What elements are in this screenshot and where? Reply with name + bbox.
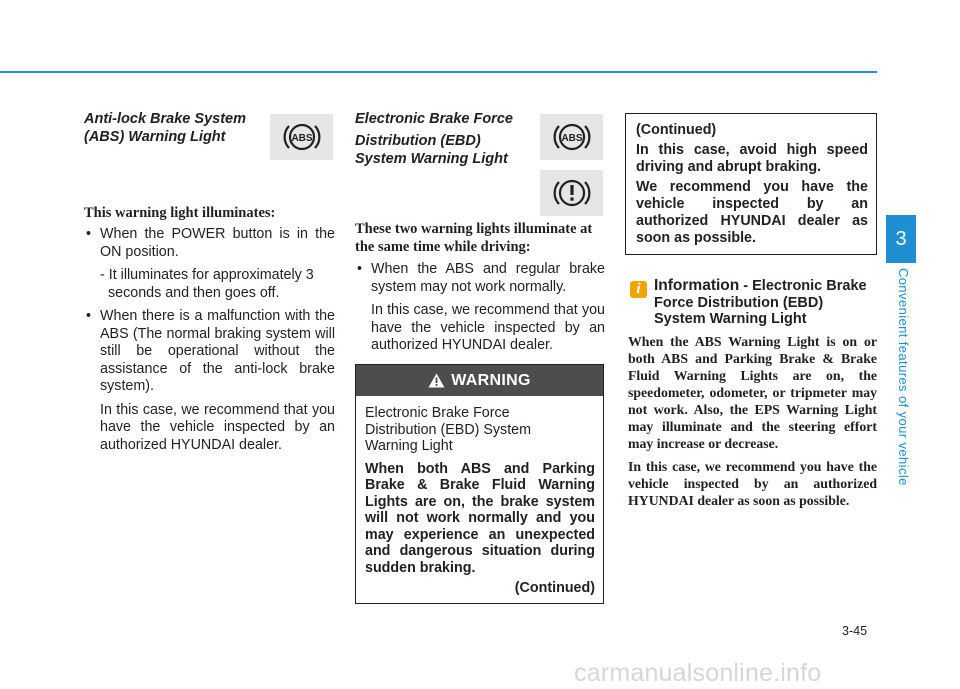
warning-box xyxy=(355,364,604,604)
info-paragraph: In this case, we recommend you have the vehicle inspected by an authorized HYUNDAI dealer as soon as possible. xyxy=(628,459,877,508)
warning-label: WARNING xyxy=(451,371,531,389)
section-heading: This warning light illuminates: xyxy=(84,205,276,221)
chapter-tab: 3 xyxy=(886,215,916,263)
note-text: In this case, we recommend that you have the vehicle inspected by an authorized HYUNDAI dealer. xyxy=(100,401,335,453)
continued-label: (Continued) xyxy=(636,122,717,138)
page-number: 3-45 xyxy=(842,624,868,638)
warning-text: When both ABS and Parking Brake & Brake Fluid Warning Lights are on, the brake system will not work normally and you may experience an unexpected and dangerous situation during sudden braking. xyxy=(365,460,595,576)
svg-text:ABS: ABS xyxy=(560,133,583,144)
svg-text:ABS: ABS xyxy=(290,133,313,144)
section-title: Anti-lock Brake System (ABS) Warning Light xyxy=(84,111,246,145)
info-icon: i xyxy=(630,281,647,298)
info-label: Information xyxy=(654,277,740,294)
abs-warning-icon xyxy=(282,119,322,155)
chapter-title: Convenient features of your vehicle xyxy=(896,268,911,486)
list-item: • When the ABS and regular brake system may not work normally. xyxy=(355,261,605,296)
section-heading: These two warning lights illuminate at the same time while driving: xyxy=(355,221,593,255)
note-text: In this case, we recommend that you have the vehicle inspected by an authorized HYUNDAI dealer. xyxy=(371,302,605,353)
list-item: • When there is a malfunction with the ABS (The normal braking system will still be operational without the assistance of the anti-lock brake system). xyxy=(84,308,335,396)
abs-icon-box xyxy=(540,114,603,160)
brake-warning-icon xyxy=(552,175,592,211)
continued-text: We recommend you have the vehicle inspected by an authorized HYUNDAI dealer as soon as possible. xyxy=(636,179,868,246)
watermark: carmanualsonline.info xyxy=(574,659,822,687)
list-subitem: - It illuminates for approximately 3 seconds and then goes off. xyxy=(100,267,314,301)
continued-box xyxy=(625,113,877,255)
info-body xyxy=(628,333,877,515)
continued-text: In this case, avoid high speed driving and abrupt braking. xyxy=(636,142,868,175)
header-rule xyxy=(0,71,877,73)
abs-section xyxy=(84,110,335,454)
info-heading xyxy=(630,278,870,328)
warning-triangle-icon xyxy=(428,373,445,388)
section-title-line: Distribution (EBD) xyxy=(355,133,481,149)
abs-warning-icon xyxy=(552,119,592,155)
abs-icon-box xyxy=(270,114,333,160)
info-subtitle: - Electronic Brake Force Distribution (EBD) System Warning Light xyxy=(654,278,867,327)
warning-subtitle: Electronic Brake Force Distribution (EBD) System Warning Light xyxy=(365,405,532,454)
info-paragraph: When the ABS Warning Light is on or both ABS and Parking Brake & Brake Fluid Warning Lights are on, the speedometer, odometer, or tripmeter may not work. Also, the EPS Warning Light may illuminate and the steering effort may increase or decrease. xyxy=(628,334,877,451)
brake-icon-box xyxy=(540,170,603,216)
continued-label: (Continued) xyxy=(514,580,595,596)
section-title-line: Electronic Brake Force xyxy=(355,111,513,127)
list-item: • When the POWER button is in the ON position. xyxy=(84,226,335,261)
section-title-line: System Warning Light xyxy=(355,151,508,167)
warning-header xyxy=(356,365,603,396)
